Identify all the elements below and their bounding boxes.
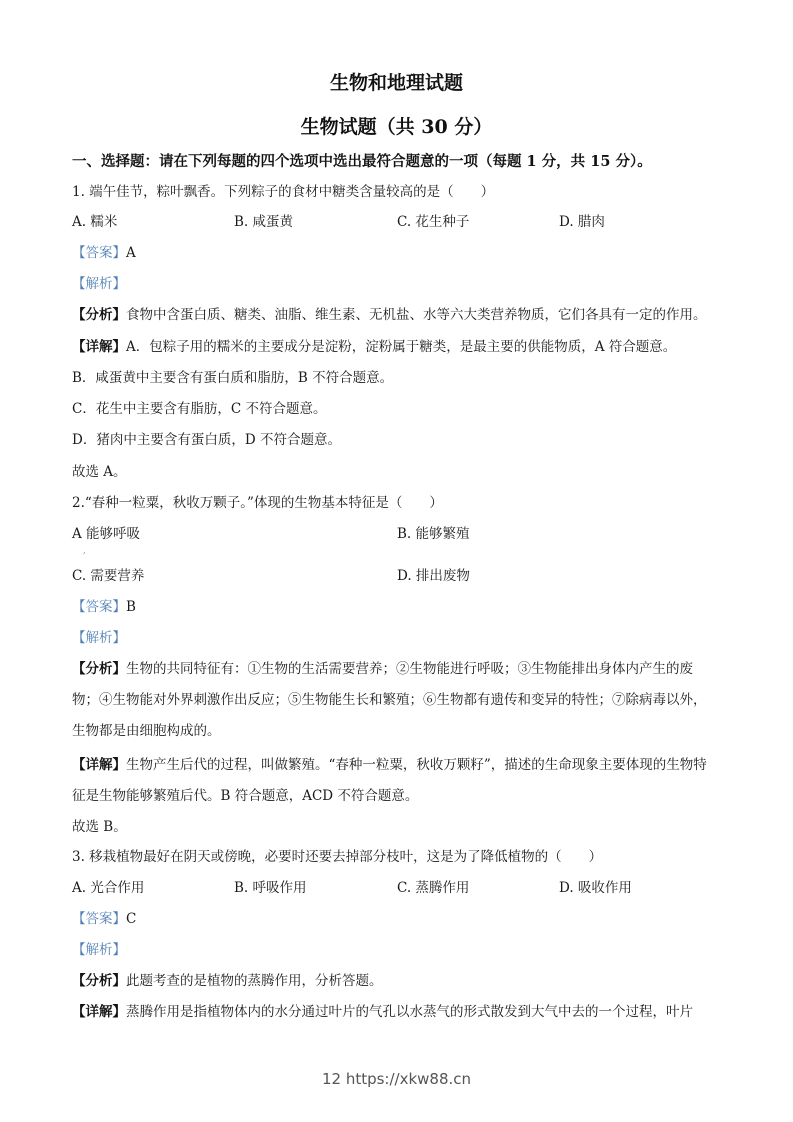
- section-heading: 一、选择题：请在下列每题的四个选项中选出最符合题意的一项（每题 1 分，共 15 分）。: [72, 153, 652, 170]
- question-1-option-d: D. 腊肉: [559, 214, 605, 230]
- question-1-conclusion: 故选 A。: [72, 464, 127, 480]
- question-2-option-d: D. 排出废物: [397, 568, 470, 584]
- question-1-option-c: C. 花生种子: [397, 214, 470, 230]
- analysis-text: 食物中含蛋白质、糖类、油脂、维生素、无机盐、水等六大类营养物质，它们各具有一定的作用。: [126, 307, 707, 323]
- question-3-explain-label: 【解析】: [72, 942, 126, 958]
- answer-label: 【答案】: [72, 599, 126, 615]
- question-2-explain-label: 【解析】: [72, 630, 126, 646]
- question-3-detail: [72, 1003, 693, 1021]
- detail-text: A．包粽子用的糯米的主要成分是淀粉，淀粉属于糖类，是最主要的供能物质，A 符合题意。: [126, 339, 677, 355]
- detail-text: 生物产生后代的过程，叫做繁殖。“春种一粒粟，秋收万颗籽”，描述的生命现象主要体现的生物特: [126, 757, 707, 773]
- question-3-option-b: B. 呼吸作用: [234, 880, 307, 896]
- answer-label: 【答案】: [72, 245, 126, 261]
- question-3-analysis: [72, 972, 383, 990]
- question-2-analysis: [72, 660, 693, 678]
- question-1-explain-label: 【解析】: [72, 276, 126, 292]
- question-1-option-a: A. 糯米: [72, 214, 118, 230]
- question-2-option-b: B. 能够繁殖: [397, 526, 470, 542]
- detail-label: 【详解】: [72, 1004, 126, 1020]
- question-2-answer: [72, 598, 136, 616]
- question-2-option-a: A 能够呼吸: [72, 526, 141, 542]
- question-3-answer: [72, 910, 136, 928]
- analysis-text: 生物的共同特征有：①生物的生活需要营养；②生物能进行呼吸；③生物能排出身体内产生的废: [126, 661, 693, 677]
- question-3-option-c: C. 蒸腾作用: [397, 880, 470, 896]
- detail-text: 蒸腾作用是指植物体内的水分通过叶片的气孔以水蒸气的形式散发到大气中去的一个过程，叶片: [126, 1004, 693, 1020]
- document-title: 生物和地理试题: [329, 72, 463, 94]
- question-1-analysis: [72, 306, 707, 324]
- question-1-stem: 1. 端午佳节，粽叶飘香。下列粽子的食材中糖类含量较高的是（ ）: [72, 184, 495, 200]
- question-1-detail-line: D．猪肉中主要含有蛋白质，D 不符合题意。: [72, 432, 341, 448]
- question-2-analysis-line: 生物都是由细胞构成的。: [72, 723, 221, 739]
- question-1-option-b: B. 咸蛋黄: [234, 214, 294, 230]
- question-3-option-a: A. 光合作用: [72, 880, 145, 896]
- question-3-option-d: D. 吸收作用: [559, 880, 632, 896]
- page-footer: 12 https://xkw88.cn: [321, 1070, 472, 1088]
- question-3-stem: 3. 移栽植物最好在阴天或傍晚，必要时还要去掉部分枝叶，这是为了降低植物的（ ）: [72, 849, 603, 865]
- document-subtitle: 生物试题（共 30 分）: [300, 116, 493, 138]
- analysis-label: 【分析】: [72, 661, 126, 677]
- question-2-conclusion: 故选 B。: [72, 819, 127, 835]
- analysis-label: 【分析】: [72, 307, 126, 323]
- question-2-detail: [72, 756, 707, 774]
- question-2-option-c: C. 需要营养: [72, 568, 145, 584]
- analysis-text: 此题考查的是植物的蒸腾作用，分析答题。: [126, 973, 383, 989]
- question-1-answer: [72, 244, 136, 262]
- answer-label: 【答案】: [72, 911, 126, 927]
- question-2-analysis-line: 物；④生物能对外界刺激作出反应；⑤生物能生长和繁殖；⑥生物都有遗传和变异的特性；⑦除病毒以外，: [72, 692, 707, 708]
- answer-value: A: [126, 245, 136, 261]
- stray-mark: ,: [83, 546, 86, 555]
- question-1-detail-line: B．咸蛋黄中主要含有蛋白质和脂肪，B 不符合题意。: [72, 370, 394, 386]
- analysis-label: 【分析】: [72, 973, 126, 989]
- question-2-detail-line: 征是生物能够繁殖后代。B 符合题意，ACD 不符合题意。: [72, 788, 419, 804]
- question-2-stem: 2.“春种一粒粟，秋收万颗子。”体现的生物基本特征是（ ）: [72, 495, 443, 511]
- question-1-detail-line: C．花生中主要含有脂肪，C 不符合题意。: [72, 401, 327, 417]
- detail-label: 【详解】: [72, 757, 126, 773]
- question-1-detail: [72, 338, 676, 356]
- answer-value: C: [126, 911, 137, 927]
- answer-value: B: [126, 599, 136, 615]
- detail-label: 【详解】: [72, 339, 126, 355]
